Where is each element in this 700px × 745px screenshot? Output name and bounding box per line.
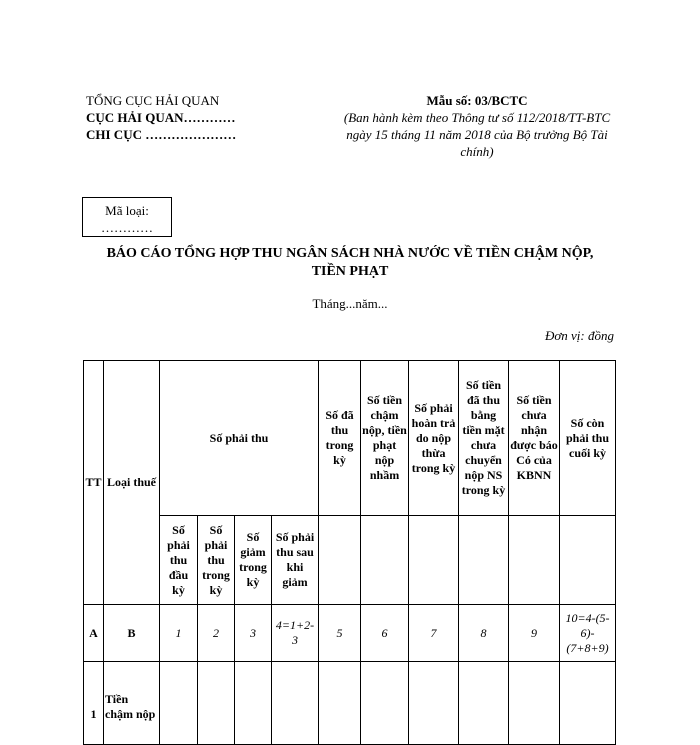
form-info-block <box>312 92 642 160</box>
header-cash-not-transferred: Số tiền đã thu bằng tiền mặt chưa chuyển nộp NS trong kỳ <box>459 361 509 516</box>
code-cell: 3 <box>235 605 272 662</box>
blank-cell <box>509 516 560 605</box>
code-cell: 9 <box>509 605 560 662</box>
header-mistaken: Số tiền chậm nộp, tiền phạt nộp nhầm <box>361 361 409 516</box>
data-cell <box>409 662 459 745</box>
issued-line-2: ngày 15 tháng 11 năm 2018 của Bộ trưởng Bộ Tài <box>346 127 608 142</box>
header-payable: Số phải thu <box>160 361 319 516</box>
blank-cell <box>409 516 459 605</box>
code-cell: 5 <box>319 605 361 662</box>
issued-line-1: (Ban hành kèm theo Thông tư số 112/2018/TT-BTC <box>343 110 611 125</box>
data-cell <box>459 662 509 745</box>
report-title-line-1: BÁO CÁO TỔNG HỢP THU NGÂN SÁCH NHÀ NƯỚC VỀ TIỀN CHẬM NỘP, <box>106 246 594 261</box>
form-number: Mẫu số: 03/BCTC <box>426 93 528 108</box>
data-cell <box>160 662 198 745</box>
code-type-label: Mã loại: <box>105 203 149 218</box>
report-title-line-2: TIỀN PHẠT <box>311 264 389 279</box>
code-cell: 6 <box>361 605 409 662</box>
code-cell: 4=1+2-3 <box>272 605 319 662</box>
data-cell <box>509 662 560 745</box>
issuer-line-3: CHI CỤC ………………… <box>86 127 237 142</box>
header-collected: Số đã thu trong kỳ <box>319 361 361 516</box>
code-cell: B <box>104 605 160 662</box>
report-table <box>83 360 616 745</box>
issuer-line-1: TỔNG CỤC HẢI QUAN <box>86 93 220 108</box>
code-cell: 8 <box>459 605 509 662</box>
data-cell <box>319 662 361 745</box>
row-number: 1 <box>84 662 104 745</box>
subheader-in-period: Số phải thu trong kỳ <box>198 516 235 605</box>
subheader-opening: Số phải thu đầu kỳ <box>160 516 198 605</box>
header-refund: Số phải hoàn trả do nộp thừa trong kỳ <box>409 361 459 516</box>
code-cell: 2 <box>198 605 235 662</box>
report-title <box>90 245 610 281</box>
blank-cell <box>319 516 361 605</box>
data-cell <box>235 662 272 745</box>
header-not-confirmed: Số tiền chưa nhận được báo Có của KBNN <box>509 361 560 516</box>
code-cell: 1 <box>160 605 198 662</box>
header-tax-type: Loại thuế <box>104 361 160 605</box>
row-label: Tiền chậm nộp <box>104 662 160 745</box>
header-remaining: Số còn phải thu cuối kỳ <box>560 361 616 516</box>
blank-cell <box>560 516 616 605</box>
issuer-block <box>86 92 236 143</box>
blank-cell <box>459 516 509 605</box>
data-cell <box>198 662 235 745</box>
code-type-box <box>82 197 172 237</box>
subheader-reduced: Số giảm trong kỳ <box>235 516 272 605</box>
data-cell <box>361 662 409 745</box>
subheader-after-reduction: Số phải thu sau khi giảm <box>272 516 319 605</box>
code-cell: 7 <box>409 605 459 662</box>
issuer-line-2: CỤC HẢI QUAN………… <box>86 110 236 125</box>
blank-cell <box>361 516 409 605</box>
code-cell: 10=4-(5-6)-(7+8+9) <box>560 605 616 662</box>
code-cell: A <box>84 605 104 662</box>
code-type-dots: ………… <box>101 220 153 235</box>
data-cell <box>560 662 616 745</box>
currency-unit: Đơn vị: đồng <box>544 328 614 343</box>
header-tt: TT <box>84 361 104 605</box>
data-cell <box>272 662 319 745</box>
report-period: Tháng...năm... <box>312 296 388 311</box>
issued-line-3: chính) <box>460 144 494 159</box>
